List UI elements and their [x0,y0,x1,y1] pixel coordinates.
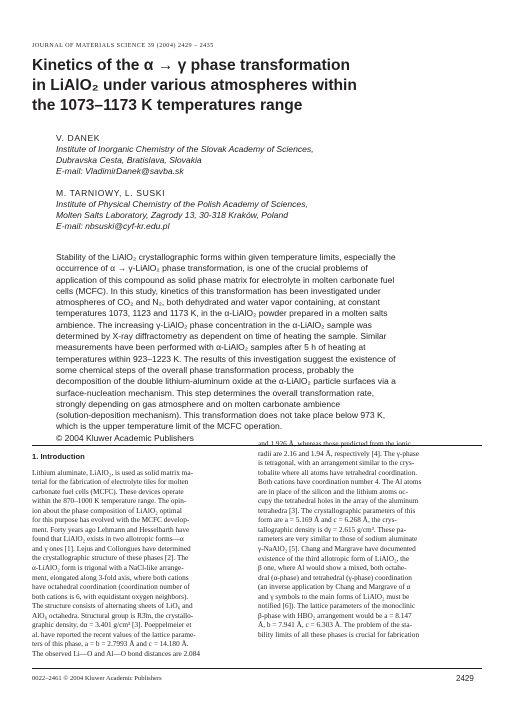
author-names: M. TARNIOWY, L. SUSKI [56,188,166,198]
institution-line: Institute of Inorganic Chemistry of the Slovak Academy of Sciences, [56,144,314,154]
body-text-line: rameters are very similar to those of sodium aluminate [258,534,418,544]
email-line: E-mail: nbsuski@cyf-kr.edu.pl [56,221,170,231]
title-line: Kinetics of the α → γ phase transformation [32,57,351,74]
body-text-line: have octahedral coordination (coordination number of [32,582,190,592]
abstract-line: which is the upper temperature limit of the MCFC operation. [56,421,283,432]
author-names: V. DANEK [56,133,101,143]
abstract-line: some chemical steps of the overall phase transformation process, probably the [56,364,354,375]
body-text-line: bility limits of all these phases is crucial for fabrication [258,629,420,639]
body-text-line: is tetragonal, with an arrangement similar to the crys- [258,458,415,468]
body-text-line: The observed Li—O and Al—O bond distances are 2.084 [32,648,200,658]
body-text-line: notified [6]). The lattice parameters of the monoclinic [258,601,416,611]
body-text-line: ment. Forty years ago Lehmann and Hesselbarth have [32,524,190,534]
journal-header: JOURNAL OF MATERIALS SCIENCE 39 (2004) 2429 – 2435 [32,42,214,49]
abstract-line: Stability of the LiAlO₂ crystallographic forms within given temperature limits, especially the [56,252,396,262]
body-text-line: are in place of the silicon and the lithium atoms oc- [258,486,408,496]
body-text-line: γ-NaAlO₂ [5]. Chang and Margrave have documented [258,544,416,554]
body-text-line: and γ symbols to the main forms of LiAlO₂ must be [258,591,410,601]
abstract-line: atmospheres of CO₂ and N₂, both dehydrated and water vapor containing, at constant [56,297,381,308]
body-text-line: found that LiAlO₂ exists in two allotropic forms—α [32,534,184,544]
body-text-line: The structure consists of alternating sheets of LiO₆ and [32,601,193,611]
body-text-line: al. have reported the recent values of the lattice parame- [32,629,196,639]
body-text-line: the crystallographic structure of these phases [2]. The [32,553,189,563]
body-text-line: graphic density, dα = 3.401 g/cm³ [3]. Poeppelmeier et [32,620,192,630]
body-text-line: Lithium aluminate, LiAlO₂, is used as solid matrix ma- [32,467,194,477]
body-text-line: (an inverse application by Chang and Margrave of α [258,582,411,592]
body-text-line: form are a = 5.169 Å and c = 6.268 Å, the crys- [258,515,397,525]
abstract-line: application of this compound as solid phase matrix for electrolyte in molten carbonate fuel [56,274,395,285]
body-text-line: dral (α-phase) and tetrahedral (γ-phase) coordination [258,572,412,582]
left-column [32,452,240,658]
title-line: in LiAlO₂ under various atmospheres within [32,77,357,94]
title-line: the 1073–1173 K temperatures range [32,97,303,114]
body-text-line: cupy the tetrahedral holes in the array of the aluminum [258,496,419,506]
body-text-line: both cations is 6, with equidistant oxygen neighbors). [32,591,189,601]
body-text-line: and 1.926 Å, whereas those predicted from the ionic [258,439,411,448]
abstract-line: temperatures within 923–1223 K. The results of this investigation suggest the existence of [56,353,396,364]
body-text-line: ment, elongated along 3-fold axis, where both cations [32,572,189,582]
footer-divider [32,668,482,669]
abstract-line: measurements have been performed with α-LiAlO₂ samples after 5 h of heating at [56,342,366,353]
abstract [56,252,486,444]
body-text-line: radii are 2.16 and 1.94 Å, respectively [4]. The γ-phase [258,448,419,458]
body-text-line: Both cations have coordination number 4. The Al atoms [258,477,422,487]
abstract-line: (solution-deposition mechanism). This transformation does not take place below 973 K, [56,410,386,421]
body-text-line: existence of the third allotropic form of LiAlO₂, the [258,553,410,563]
body-text-line: ters of this phase, a = b = 2.7993 Å and c = 14.180 Å. [32,639,189,649]
body-text-line: for this purpose has evolved with the MCFC develop- [32,515,190,525]
address-line: Molten Salts Laboratory, Zagrody 13, 30-318 Kraków, Poland [56,210,289,220]
body-text-line: β one, where Al would show a mixed, both octahe- [258,563,407,573]
body-text-line: ion about the phase composition of LiAlO₂ optimal [32,505,182,515]
body-text-line: tallographic density is dγ = 2.615 g/cm³. These pa- [258,524,407,534]
email-line: E-mail: VladimirDanek@savba.sk [56,166,184,176]
body-text-line: tetrahedra [3]. The crystallographic parameters of this [258,505,416,515]
abstract-line: cells (MCFC). In this study, kinetics of this transformation has been investigated under [56,285,381,296]
body-text-line: α-LiAlO₂ form is trigonal with a NaCl-like arrange- [32,563,184,573]
institution-line: Institute of Physical Chemistry of the Polish Academy of Sciences, [56,199,308,209]
address-line: Dubravska Cesta, Bratislava, Slovakia [56,155,202,165]
abstract-line: decomposition of the double lithium-aluminum oxide at the α-LiAlO₂ particle surfaces via a [56,376,396,387]
body-text-line: and γ ones [1]. Lejus and Collongues have determined [32,543,191,553]
abstract-line: determined by X-ray diffractometry as dependent on time of heating the sample. Similar [56,331,387,342]
body-text-line: within the 870–1000 K temperature range. The opin- [32,496,187,506]
section-heading: 1. Introduction [32,452,85,461]
issn-copyright: 0022–2461 © 2004 Kluwer Academic Publishers [32,675,162,682]
body-text-line: AlO₆ octahedra. Structural group is R3̄m, the crystallo- [32,610,194,620]
affiliation-block [56,188,476,232]
abstract-line: surface-nucleation mechanism. This step determines the overall transformation rate, [56,387,375,398]
body-text-line: Å, b = 7.941 Å, c = 6.303 Å. The problem of the sta- [258,620,413,630]
abstract-line: temperatures 1073, 1123 and 1173 K, in the α-LiAlO₂ powder prepared in a molten salts [56,308,388,319]
article-title [32,56,482,116]
body-text-line: carbonate fuel cells (MCFC). These devices operate [32,486,184,496]
abstract-line: ambience. The increasing γ-LiAlO₂ phase concentration in the α-LiAlO₂ sample was [56,319,372,330]
body-text-line: terial for the fabrication of electrolyte tiles for molten [32,477,189,487]
abstract-line: strongly depending on gas atmosphere and on molten carbonate ambience [56,398,341,409]
body-text-line: tobalite where all atoms have tetrahedral coordination. [258,467,418,477]
abstract-line: © 2004 Kluwer Academic Publishers [56,432,194,443]
page-number: 2429 [456,674,474,683]
abstract-line: occurrence of α → γ-LiAlO₂ phase transformation, is one of the crucial problems of [56,263,368,274]
body-text-line: β-phase with HBO₂ arrangement would be a = 8.147 [258,610,412,620]
affiliation-block [56,133,476,177]
right-column [258,439,466,639]
